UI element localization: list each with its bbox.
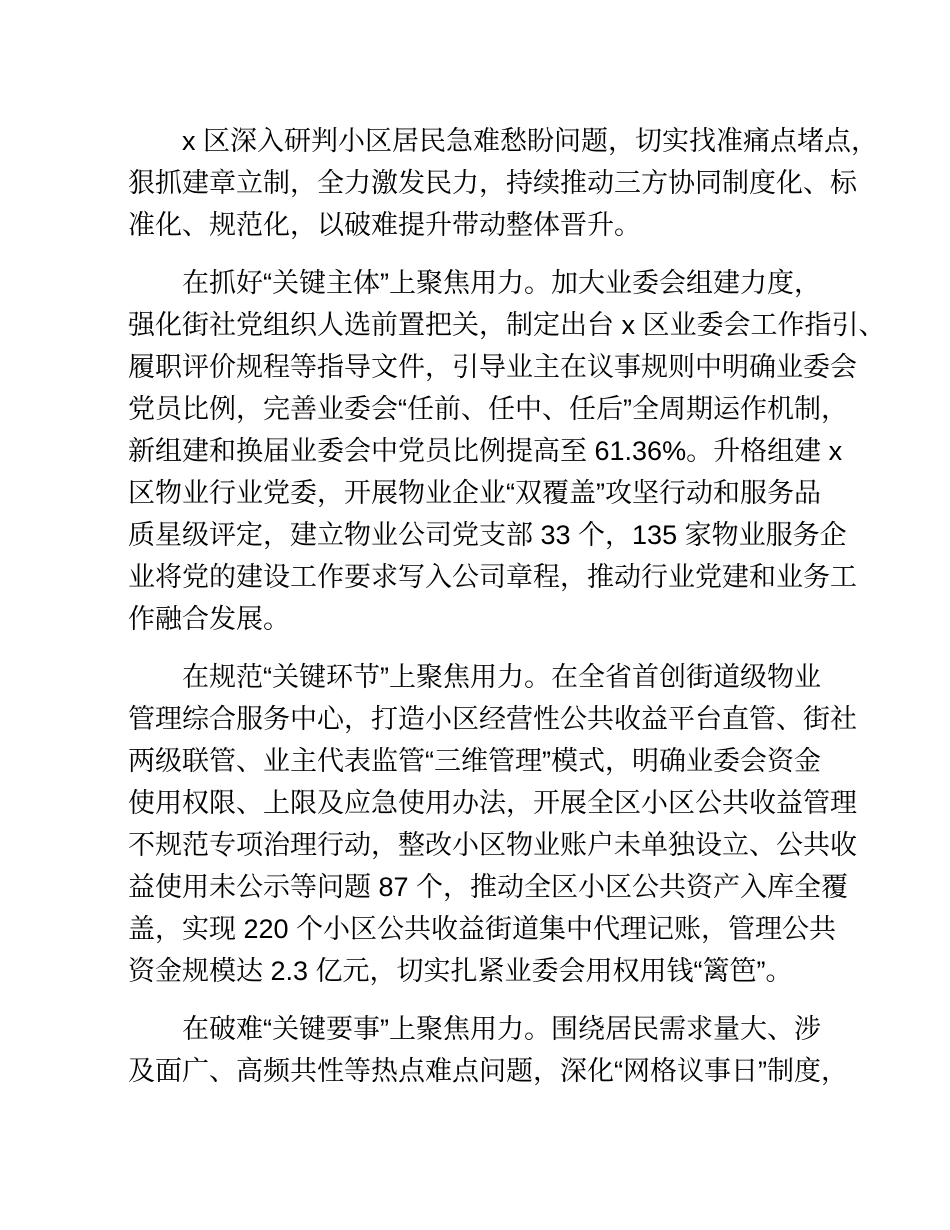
text-line: 准化、规范化，以破难提升带动整体晋升。 xyxy=(128,210,641,240)
text-line: 质星级评定，建立物业公司党支部 33 个，135 家物业服务企 xyxy=(128,520,847,550)
text-line: 资金规模达 2.3 亿元，切实扎紧业委会用权用钱“篱笆”。 xyxy=(128,956,793,986)
text-line: 及面广、高频共性等热点难点问题，深化“网格议事日”制度， xyxy=(128,1056,848,1086)
text-line: 在规范“关键环节”上聚焦用力。在全省首创街道级物业 xyxy=(182,662,821,692)
text-line: x 区深入研判小区居民急难愁盼问题，切实找准痛点堵点， xyxy=(182,126,879,156)
text-line: 党员比例，完善业委会“任前、任中、任后”全周期运作机制， xyxy=(128,394,848,424)
text-line: 强化街社党组织人选前置把关，制定出台 x 区业委会工作指引、 xyxy=(128,310,886,340)
paragraph-1 xyxy=(128,120,879,246)
paragraph-2 xyxy=(128,262,886,640)
text-line: 业将党的建设工作要求写入公司章程，推动行业党建和业务工 xyxy=(128,562,857,592)
text-line: 盖，实现 220 个小区公共收益街道集中代理记账，管理公共 xyxy=(128,914,837,944)
text-line: 在抓好“关键主体”上聚焦用力。加大业委会组建力度， xyxy=(182,268,821,298)
text-line: 管理综合服务中心，打造小区经营性公共收益平台直管、街社 xyxy=(128,704,857,734)
text-line: 作融合发展。 xyxy=(128,604,290,634)
text-line: 狠抓建章立制，全力激发民力，持续推动三方协同制度化、标 xyxy=(128,168,857,198)
text-line: 益使用未公示等问题 87 个，推动全区小区公共资产入库全覆 xyxy=(128,872,849,902)
text-line: 新组建和换届业委会中党员比例提高至 61.36%。升格组建 x xyxy=(128,436,843,466)
text-line: 履职评价规程等指导文件，引导业主在议事规则中明确业委会 xyxy=(128,352,857,382)
text-line: 区物业行业党委，开展物业企业“双覆盖”攻坚行动和服务品 xyxy=(128,478,821,508)
paragraph-4 xyxy=(128,1008,860,1092)
text-line: 不规范专项治理行动，整改小区物业账户未单独设立、公共收 xyxy=(128,830,857,860)
text-line: 两级联管、业主代表监管“三维管理”模式，明确业委会资金 xyxy=(128,746,821,776)
text-line: 在破难“关键要事”上聚焦用力。围绕居民需求量大、涉 xyxy=(182,1014,821,1044)
text-line: 使用权限、上限及应急使用办法，开展全区小区公共收益管理 xyxy=(128,788,857,818)
paragraph-3 xyxy=(128,656,860,992)
